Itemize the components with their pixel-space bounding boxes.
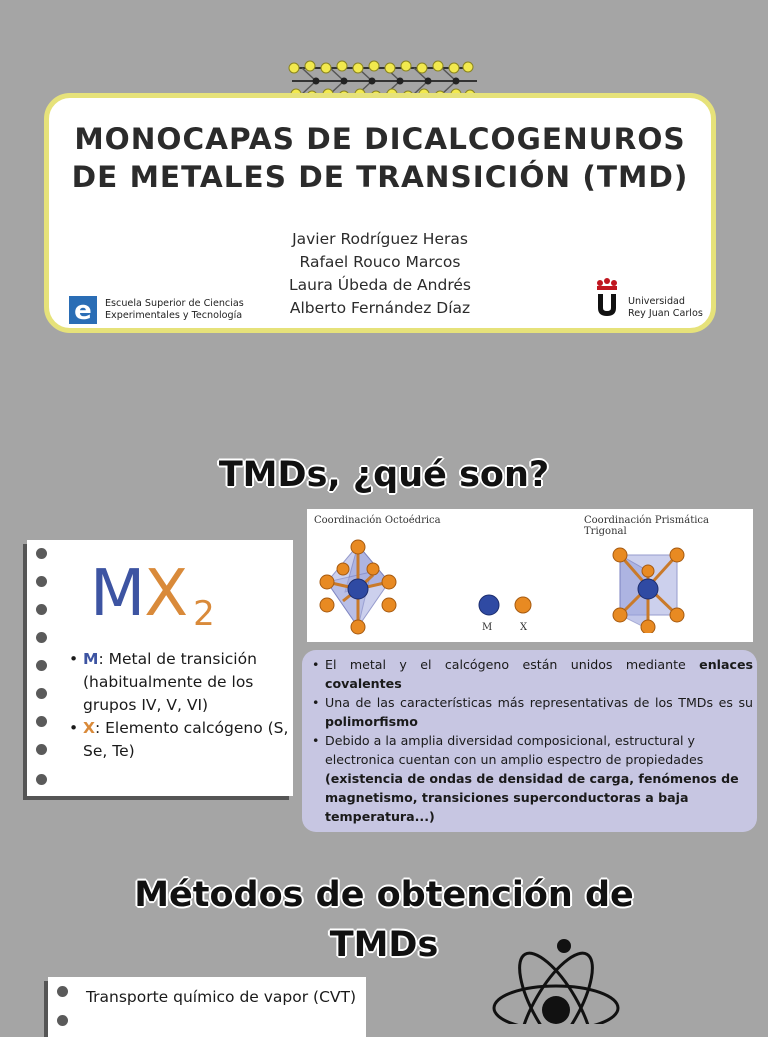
- legend-x-label: X: [520, 622, 528, 633]
- mx2-formula: [90, 554, 214, 654]
- list-item: [312, 693, 753, 731]
- escuela-logo: [69, 296, 259, 326]
- info-bold: (existencia de ondas de densidad de carga, fenómenos de magnetismo, transiciones superconductoras a baja temperatura...): [325, 771, 739, 824]
- section-heading-methods: [0, 870, 768, 970]
- info-text: Una de las características más representativas de los TMDs es su: [325, 695, 753, 710]
- method-notepad-card: [48, 977, 366, 1037]
- notepad-hole: [36, 604, 47, 615]
- x-key: X: [83, 719, 95, 737]
- info-text: El metal y el calcógeno están unidos mediante: [325, 657, 700, 672]
- info-list: [312, 655, 753, 826]
- list-item: [312, 655, 753, 693]
- legend-atoms: [477, 593, 537, 619]
- poster-title: [49, 120, 711, 196]
- m-description: : Metal de transición (habitualmente de los grupos IV, V, VI): [83, 650, 257, 714]
- list-item: [69, 717, 291, 763]
- trigonal-prismatic-structure-illustration: [605, 543, 695, 633]
- info-bold: polimorfismo: [325, 714, 418, 729]
- atom-icon: [484, 936, 634, 1024]
- author-3: Laura Úbeda de Andrés: [289, 276, 471, 294]
- notepad-hole: [36, 660, 47, 671]
- e-logo-icon: [69, 296, 97, 324]
- urjc-crown-icon: [594, 278, 620, 318]
- urjc-line-1: Universidad: [628, 296, 686, 307]
- escuela-line-1: Escuela Superior de Ciencias: [105, 298, 244, 309]
- formula-x: X: [144, 557, 188, 631]
- label-trigonal-prismatic: Coordinación Prismática Trigonal: [584, 515, 709, 537]
- info-text: Debido a la amplia diversidad composicional, estructural y electronica cuentan con un amplio espectro de propiedades: [325, 733, 704, 767]
- title-line-2: DE METALES DE TRANSICIÓN (TMD): [71, 160, 689, 194]
- notepad-hole: [36, 774, 47, 785]
- octahedral-structure-illustration: [315, 537, 401, 637]
- notepad-hole: [57, 986, 68, 997]
- mx-notepad-card: [27, 540, 293, 796]
- notepad-hole: [57, 1015, 68, 1026]
- urjc-logo: [594, 278, 714, 328]
- urjc-name: [628, 296, 703, 320]
- tmd-info-box: [302, 650, 757, 832]
- section-heading-tmds: TMDs, ¿qué son?: [218, 455, 550, 495]
- urjc-line-2: Rey Juan Carlos: [628, 308, 703, 319]
- methods-heading-line-2: TMDs: [329, 925, 439, 965]
- notepad-hole: [36, 716, 47, 727]
- methods-heading-line-1: Métodos de obtención de: [134, 875, 634, 915]
- notepad-hole: [36, 744, 47, 755]
- author-1: Javier Rodríguez Heras: [292, 230, 468, 248]
- coordination-figure: [307, 509, 753, 642]
- mx-definition-list: [69, 648, 291, 763]
- title-card: [44, 93, 716, 333]
- method-cvt: Transporte químico de vapor (CVT): [85, 988, 357, 1006]
- notepad-hole: [36, 548, 47, 559]
- notepad-hole: [36, 576, 47, 587]
- title-line-1: MONOCAPAS DE DICALCOGENUROS: [74, 122, 686, 156]
- label-octahedral: Coordinación Octoédrica: [314, 515, 441, 526]
- svg-text:e: e: [74, 296, 92, 324]
- notepad-hole: [36, 688, 47, 699]
- m-key: M: [83, 650, 99, 668]
- info-bold: enlaces covalentes: [325, 657, 753, 691]
- list-item: [69, 648, 291, 717]
- escuela-name: [105, 298, 244, 322]
- list-item: [312, 731, 753, 826]
- x-description: : Elemento calcógeno (S, Se, Te): [83, 719, 289, 760]
- notepad-hole: [36, 632, 47, 643]
- author-2: Rafael Rouco Marcos: [299, 253, 461, 271]
- escuela-line-2: Experimentales y Tecnología: [105, 310, 243, 321]
- legend-m-label: M: [482, 622, 493, 633]
- formula-m: M: [90, 557, 145, 631]
- formula-subscript: 2: [193, 594, 214, 634]
- author-4: Alberto Fernández Díaz: [289, 299, 471, 317]
